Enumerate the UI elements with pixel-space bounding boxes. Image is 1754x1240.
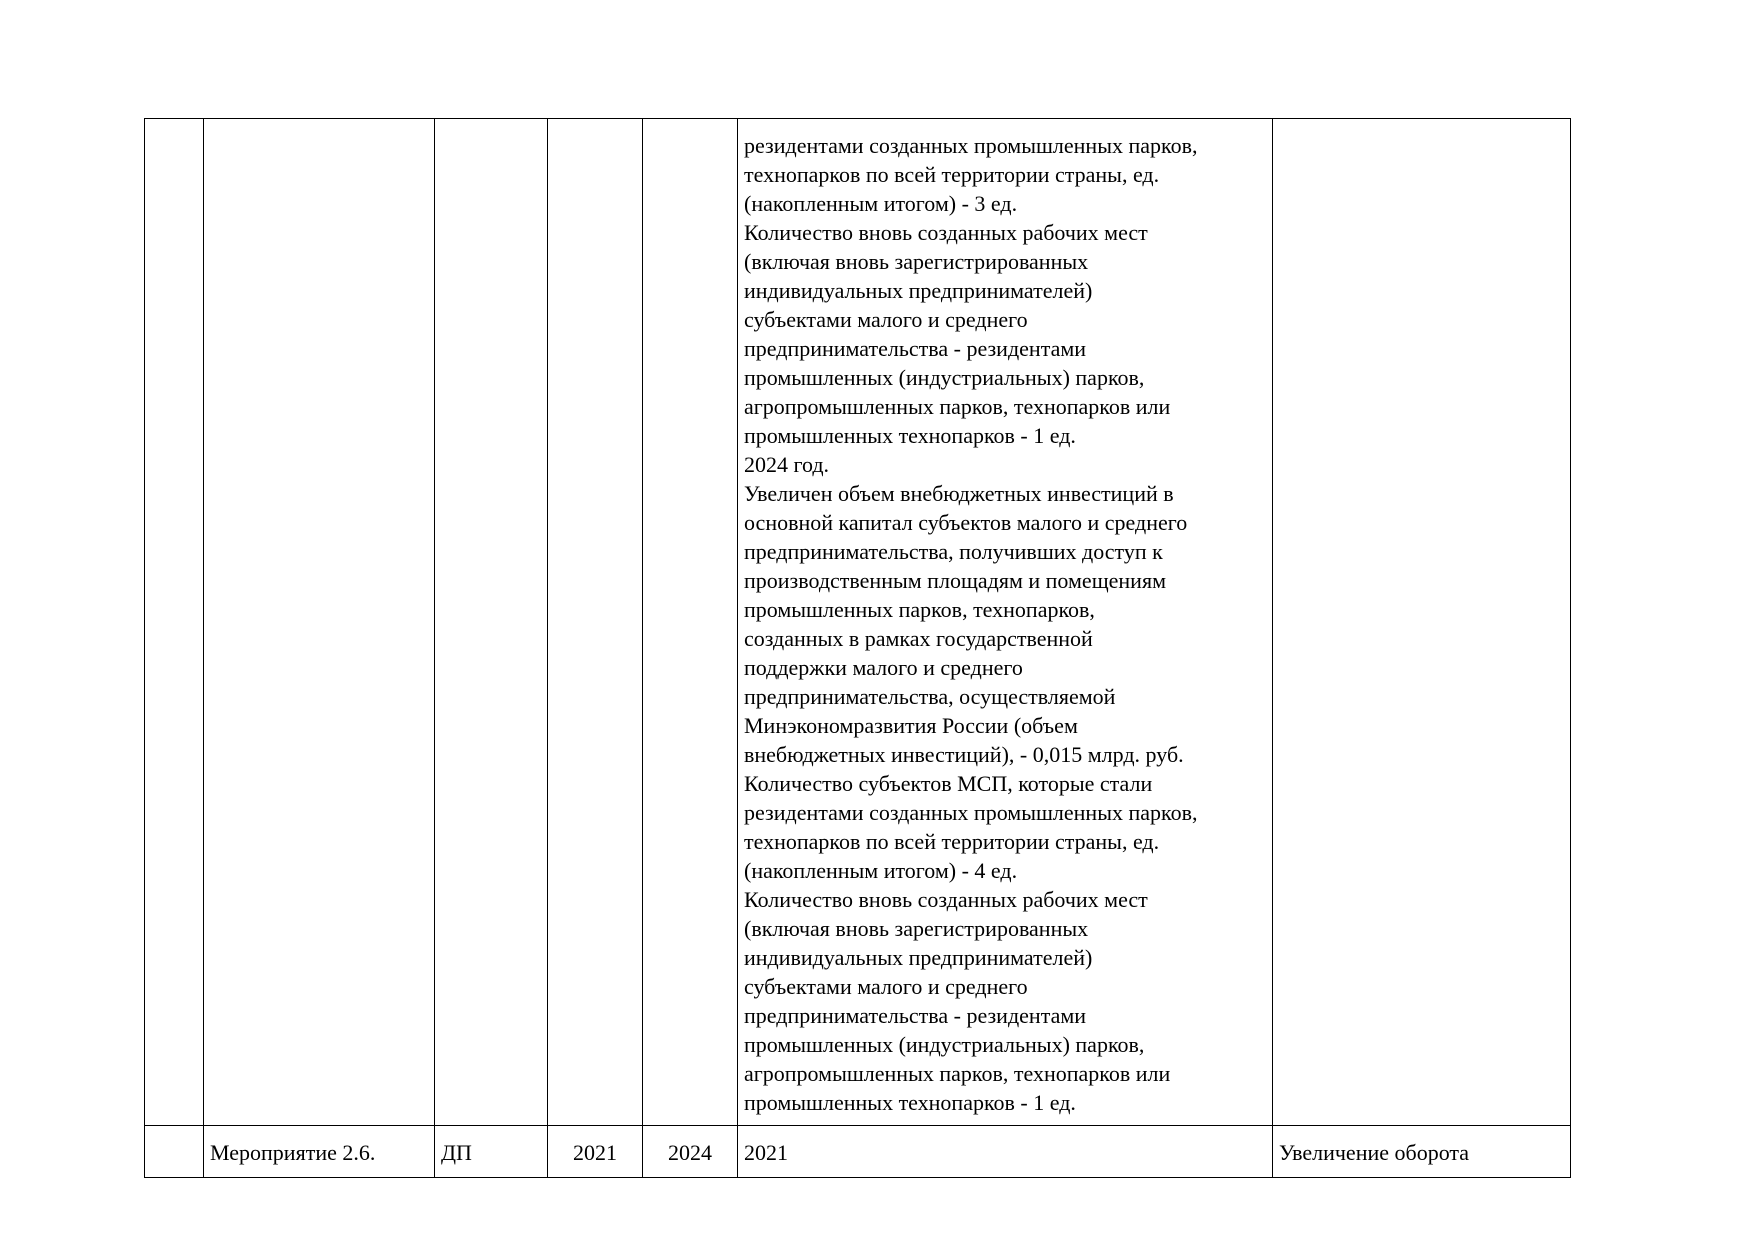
result-text-line: Количество субъектов МСП, которые стали	[744, 771, 1153, 796]
result-text-line: Количество вновь созданных рабочих мест	[744, 887, 1148, 912]
cell-measure-name	[204, 119, 435, 1126]
result-text-line: (накопленным итогом) - 4 ед.	[744, 858, 1018, 883]
result-text-line: Количество вновь созданных рабочих мест	[744, 220, 1148, 245]
result-text-line: агропромышленных парков, технопарков или	[744, 1061, 1171, 1086]
cell-number	[145, 1126, 204, 1178]
cell-expected-result: 2021	[738, 1126, 1273, 1178]
result-text-line: промышленных технопарков - 1 ед.	[744, 423, 1076, 448]
result-text-line: (накопленным итогом) - 3 ед.	[744, 191, 1018, 216]
cell-expected-result	[738, 119, 1273, 1126]
cell-effect	[1273, 119, 1571, 1126]
result-text-line: предпринимательства - резидентами	[744, 336, 1087, 361]
result-text-line: внебюджетных инвестиций), - 0,015 млрд. руб.	[744, 742, 1184, 767]
result-text-line: агропромышленных парков, технопарков или	[744, 394, 1171, 419]
result-text-line: субъектами малого и среднего	[744, 307, 1028, 332]
result-text-line: резидентами созданных промышленных парков,	[744, 133, 1198, 158]
result-text-line: промышленных (индустриальных) парков,	[744, 1032, 1145, 1057]
cell-executor: ДП	[435, 1126, 548, 1178]
result-text-line: предпринимательства, получивших доступ к	[744, 539, 1163, 564]
result-text-line: индивидуальных предпринимателей)	[744, 945, 1093, 970]
cell-executor	[435, 119, 548, 1126]
cell-start-year	[548, 119, 643, 1126]
result-text-line: предпринимательства, осуществляемой	[744, 684, 1116, 709]
expected-result-text	[738, 119, 1272, 1117]
cell-effect: Увеличение оборота	[1273, 1126, 1571, 1178]
program-measures-table	[144, 118, 1571, 1178]
result-text-line: технопарков по всей территории страны, ед.	[744, 162, 1160, 187]
result-text-line: промышленных (индустриальных) парков,	[744, 365, 1145, 390]
cell-end-year: 2024	[643, 1126, 738, 1178]
result-text-line: (включая вновь зарегистрированных	[744, 916, 1089, 941]
result-text-line: поддержки малого и среднего	[744, 655, 1023, 680]
cell-start-year: 2021	[548, 1126, 643, 1178]
result-text-line: производственным площадям и помещениям	[744, 568, 1166, 593]
result-text-line: 2024 год.	[744, 452, 830, 477]
result-text-line: технопарков по всей территории страны, ед.	[744, 829, 1160, 854]
table-row-event-2-6	[145, 1126, 1571, 1178]
cell-measure-name: Мероприятие 2.6.	[204, 1126, 435, 1178]
result-text-line: субъектами малого и среднего	[744, 974, 1028, 999]
result-text-line: индивидуальных предпринимателей)	[744, 278, 1093, 303]
result-text-line: Минэкономразвития России (объем	[744, 713, 1078, 738]
result-text-line: резидентами созданных промышленных парков,	[744, 800, 1198, 825]
cell-end-year	[643, 119, 738, 1126]
result-text-line: промышленных парков, технопарков,	[744, 597, 1095, 622]
table-row-continued	[145, 119, 1571, 1126]
result-text-line: основной капитал субъектов малого и среднего	[744, 510, 1188, 535]
result-text-line: (включая вновь зарегистрированных	[744, 249, 1089, 274]
result-text-line: Увеличен объем внебюджетных инвестиций в	[744, 481, 1174, 506]
result-text-line: предпринимательства - резидентами	[744, 1003, 1087, 1028]
result-text-line: созданных в рамках государственной	[744, 626, 1093, 651]
result-text-line: промышленных технопарков - 1 ед.	[744, 1090, 1076, 1115]
cell-number	[145, 119, 204, 1126]
